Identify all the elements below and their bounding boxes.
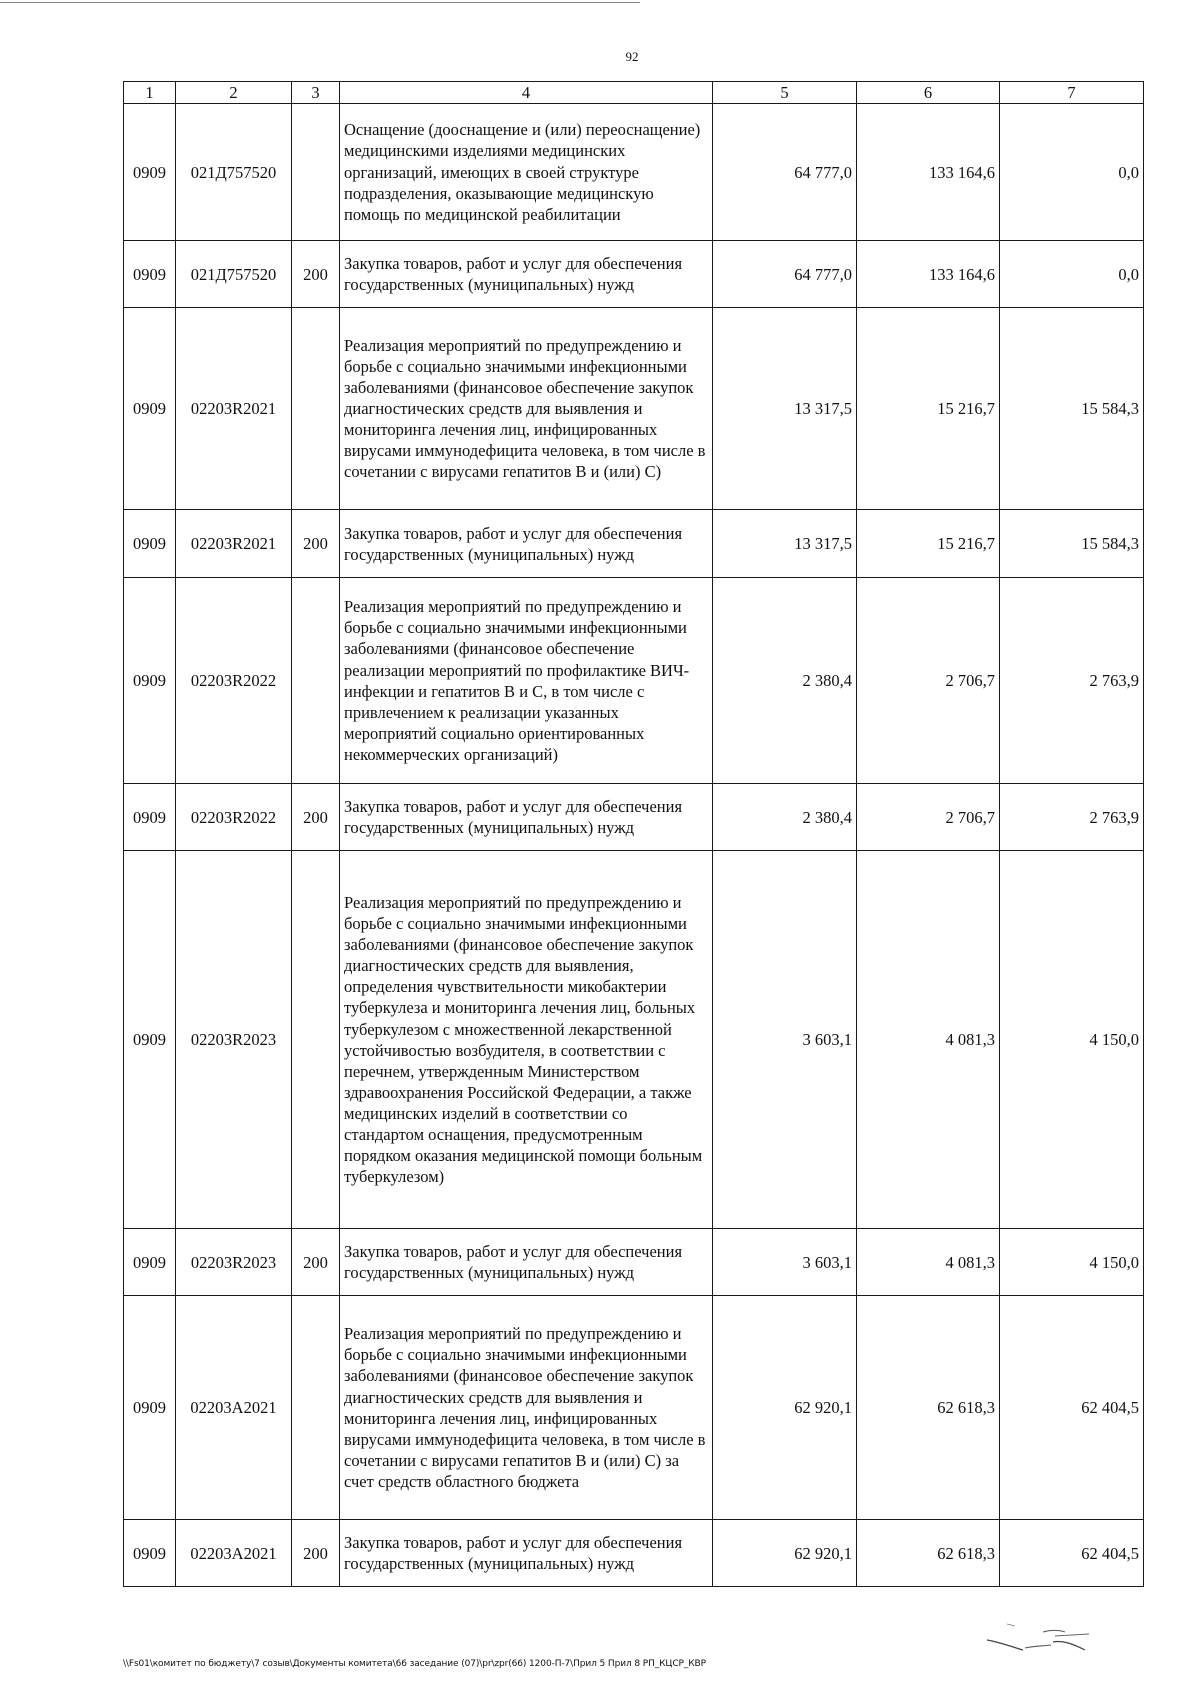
name-cell: Реализация мероприятий по предупреждению и борьбе с социально значимыми инфекционными заболеваниями (финансовое обеспечение закупок диагностических средств для выявления и мониторинга лечения лиц, инфицированных вирусами иммунодефицита человека, в том числе в сочетании с вирусами гепатитов B и (или) C) за счет средств областного бюджета	[340, 1296, 713, 1520]
section-cell: 0909	[124, 851, 176, 1229]
value-col-5: 64 777,0	[713, 104, 857, 241]
name-cell: Закупка товаров, работ и услуг для обеспечения государственных (муниципальных) нужд	[340, 784, 713, 851]
name-cell: Закупка товаров, работ и услуг для обеспечения государственных (муниципальных) нужд	[340, 1229, 713, 1296]
name-cell: Закупка товаров, работ и услуг для обеспечения государственных (муниципальных) нужд	[340, 241, 713, 308]
value-col-5: 3 603,1	[713, 1229, 857, 1296]
value-col-6: 62 618,3	[857, 1296, 1000, 1520]
name-cell: Закупка товаров, работ и услуг для обеспечения государственных (муниципальных) нужд	[340, 1520, 713, 1587]
value-col-6: 133 164,6	[857, 104, 1000, 241]
value-col-5: 3 603,1	[713, 851, 857, 1229]
value-col-6: 4 081,3	[857, 1229, 1000, 1296]
value-col-6: 62 618,3	[857, 1520, 1000, 1587]
header-col-2: 2	[176, 82, 292, 104]
expense-type-cell	[292, 1296, 340, 1520]
value-col-5: 62 920,1	[713, 1296, 857, 1520]
value-col-6: 15 216,7	[857, 308, 1000, 510]
name-cell: Реализация мероприятий по предупреждению и борьбе с социально значимыми инфекционными заболеваниями (финансовое обеспечение закупок диагностических средств для выявления, определения чувствительности микобактерии туберкулеза и мониторинга лечения лиц, больных туберкулезом с множественной лекарственной устойчивостью возбудителя, в соответствии с перечнем, утвержденным Министерством здравоохранения Российской Федерации, а также медицинских изделий в соответствии со стандартом оснащения, предусмотренным порядком оказания медицинской помощи больным туберкулезом)	[340, 851, 713, 1229]
value-col-5: 62 920,1	[713, 1520, 857, 1587]
expense-type-cell	[292, 851, 340, 1229]
expense-type-cell: 200	[292, 1229, 340, 1296]
header-row	[124, 82, 1144, 104]
header-col-6: 6	[857, 82, 1000, 104]
target-code-cell: 02203A2021	[176, 1296, 292, 1520]
table-row	[124, 308, 1144, 510]
name-cell: Закупка товаров, работ и услуг для обеспечения государственных (муниципальных) нужд	[340, 510, 713, 578]
expense-type-cell	[292, 104, 340, 241]
section-cell: 0909	[124, 784, 176, 851]
section-cell: 0909	[124, 1296, 176, 1520]
value-col-5: 13 317,5	[713, 510, 857, 578]
value-col-7: 0,0	[1000, 104, 1144, 241]
value-col-7: 62 404,5	[1000, 1520, 1144, 1587]
table-row	[124, 104, 1144, 241]
section-cell: 0909	[124, 104, 176, 241]
section-cell: 0909	[124, 1229, 176, 1296]
section-cell: 0909	[124, 578, 176, 784]
section-cell: 0909	[124, 510, 176, 578]
target-code-cell: 021Д757520	[176, 104, 292, 241]
value-col-7: 4 150,0	[1000, 851, 1144, 1229]
value-col-6: 15 216,7	[857, 510, 1000, 578]
table-row	[124, 784, 1144, 851]
value-col-7: 2 763,9	[1000, 578, 1144, 784]
section-cell: 0909	[124, 1520, 176, 1587]
target-code-cell: 02203R2023	[176, 851, 292, 1229]
value-col-6: 133 164,6	[857, 241, 1000, 308]
target-code-cell: 02203R2022	[176, 578, 292, 784]
expense-type-cell: 200	[292, 784, 340, 851]
table-row	[124, 1229, 1144, 1296]
top-rule	[0, 2, 640, 3]
value-col-7: 0,0	[1000, 241, 1144, 308]
name-cell: Оснащение (дооснащение и (или) переоснащение) медицинскими изделиями медицинских организаций, имеющих в своей структуре подразделения, оказывающие медицинскую помощь по медицинской реабилитации	[340, 104, 713, 241]
expense-type-cell: 200	[292, 241, 340, 308]
value-col-5: 64 777,0	[713, 241, 857, 308]
header-col-1: 1	[124, 82, 176, 104]
value-col-6: 4 081,3	[857, 851, 1000, 1229]
header-col-4: 4	[340, 82, 713, 104]
value-col-7: 4 150,0	[1000, 1229, 1144, 1296]
value-col-7: 62 404,5	[1000, 1296, 1144, 1520]
target-code-cell: 02203R2021	[176, 510, 292, 578]
value-col-7: 15 584,3	[1000, 510, 1144, 578]
table-row	[124, 851, 1144, 1229]
expense-type-cell	[292, 308, 340, 510]
value-col-5: 2 380,4	[713, 578, 857, 784]
table-row	[124, 510, 1144, 578]
value-col-7: 2 763,9	[1000, 784, 1144, 851]
header-col-5: 5	[713, 82, 857, 104]
target-code-cell: 021Д757520	[176, 241, 292, 308]
name-cell: Реализация мероприятий по предупреждению и борьбе с социально значимыми инфекционными заболеваниями (финансовое обеспечение реализации мероприятий по профилактике ВИЧ-инфекции и гепатитов B и C, в том числе с привлечением к реализации указанных мероприятий социально ориентированных некоммерческих организаций)	[340, 578, 713, 784]
handwritten-signature	[985, 1612, 1095, 1657]
section-cell: 0909	[124, 308, 176, 510]
name-cell: Реализация мероприятий по предупреждению и борьбе с социально значимыми инфекционными заболеваниями (финансовое обеспечение закупок диагностических средств для выявления и мониторинга лечения лиц, инфицированных вирусами иммунодефицита человека, в том числе в сочетании с вирусами гепатитов B и (или) C)	[340, 308, 713, 510]
header-col-7: 7	[1000, 82, 1144, 104]
expense-type-cell: 200	[292, 1520, 340, 1587]
value-col-6: 2 706,7	[857, 578, 1000, 784]
target-code-cell: 02203R2022	[176, 784, 292, 851]
expense-type-cell: 200	[292, 510, 340, 578]
table-row	[124, 1296, 1144, 1520]
value-col-5: 2 380,4	[713, 784, 857, 851]
page-number: 92	[625, 49, 639, 64]
target-code-cell: 02203A2021	[176, 1520, 292, 1587]
table-row	[124, 578, 1144, 784]
expense-type-cell	[292, 578, 340, 784]
value-col-7: 15 584,3	[1000, 308, 1144, 510]
value-col-5: 13 317,5	[713, 308, 857, 510]
target-code-cell: 02203R2021	[176, 308, 292, 510]
table-row	[124, 1520, 1144, 1587]
value-col-6: 2 706,7	[857, 784, 1000, 851]
table-row	[124, 241, 1144, 308]
section-cell: 0909	[124, 241, 176, 308]
budget-table	[123, 81, 1144, 1587]
footer-file-path: \\Fs01\комитет по бюджету\7 созыв\Документы комитета\66 заседание (07)\pr\zpr(66) 1200-П-7\Прил 5 Прил 8 РП_КЦСР_КВР	[123, 1659, 706, 1669]
target-code-cell: 02203R2023	[176, 1229, 292, 1296]
header-col-3: 3	[292, 82, 340, 104]
